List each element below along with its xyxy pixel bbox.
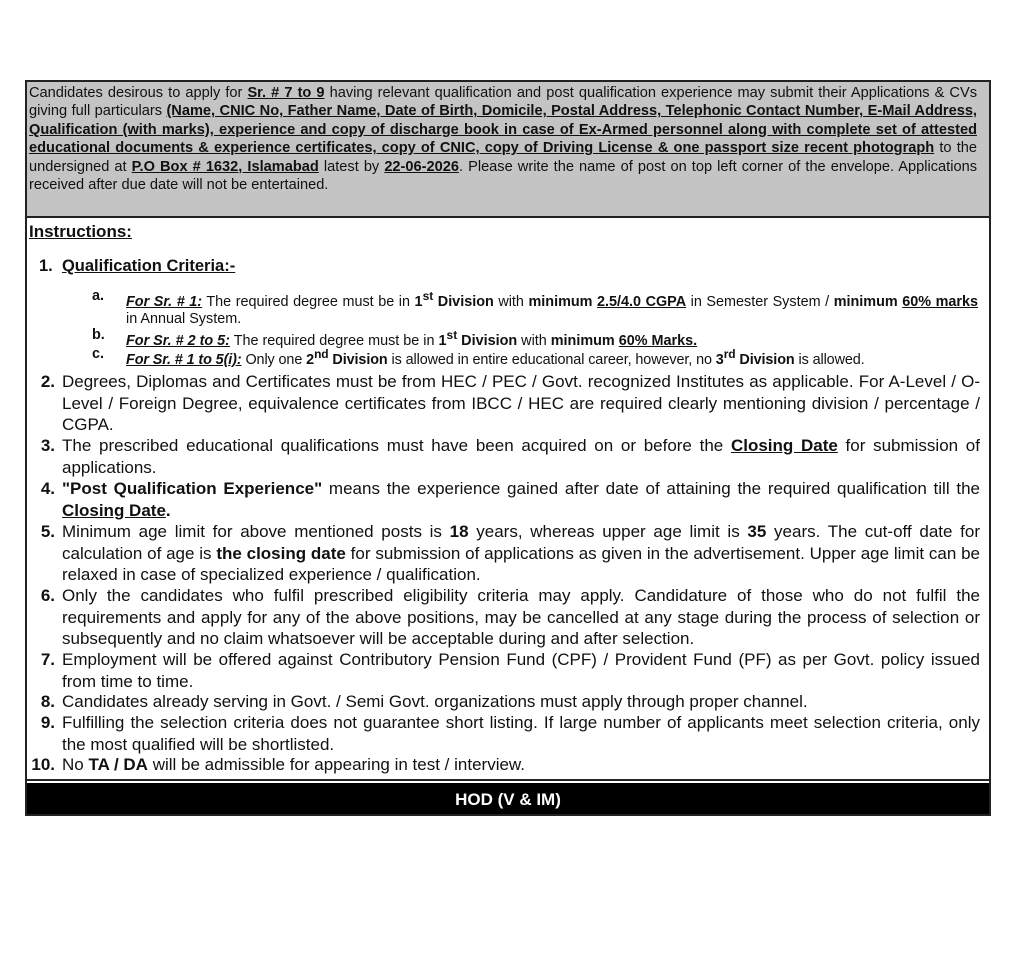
- criteria-fragment: Only one: [241, 351, 307, 368]
- criteria-label: a.: [92, 288, 105, 304]
- closing-date: 22-06-2026: [384, 158, 459, 175]
- third-division: 3rd Division: [715, 347, 795, 368]
- instruction-8: [27, 691, 980, 713]
- item-number: 1.: [39, 257, 53, 275]
- serial-reference: For Sr. # 1:: [126, 293, 203, 310]
- minimum-marks: 60% Marks.: [618, 332, 698, 349]
- instruction-text: No TA / DA will be admissible for appearing in test / interview.: [62, 755, 525, 774]
- closing-date-term: Closing Date: [730, 436, 838, 455]
- instruction-9: [27, 712, 980, 755]
- criteria-fragment: with: [517, 332, 551, 349]
- criteria-fragment: is allowed in entire educational career, however, no: [387, 351, 716, 368]
- instruction-3: [27, 435, 980, 478]
- criteria-fragment: The required degree must be in: [229, 332, 439, 349]
- notice-text: Candidates desirous to apply for: [29, 85, 248, 101]
- postal-address: P.O Box # 1632, Islamabad: [131, 158, 319, 175]
- instruction-6: [27, 585, 980, 649]
- first-division: 1st Division: [414, 289, 494, 310]
- item-number: 2.: [40, 372, 55, 391]
- closing-date-term: Closing Date: [62, 500, 166, 520]
- criteria-fragment: in Semester System /: [686, 293, 834, 310]
- qualification-title: Qualification Criteria:-: [61, 257, 236, 275]
- notice-text: . Please write the name of post on top left corner of the envelope. Applications received after due date will not be entertained.: [29, 158, 977, 194]
- instruction-text: Only the candidates who fulfil prescribed eligibility criteria may apply. Candidature of those who do not fulfil the requirements and apply for any of the above positions, may be cancelled at any stage during the process of selection or subsequently and no claim whatsoever will be acceptable during and after selection.: [62, 586, 980, 648]
- serial-reference: For Sr. # 2 to 5:: [126, 332, 230, 349]
- first-division: 1st Division: [438, 328, 518, 349]
- item-number: 5.: [40, 522, 55, 541]
- minimum-label: minimum: [833, 293, 903, 310]
- minimum-cgpa: 2.5/4.0 CGPA: [597, 293, 687, 310]
- criteria-fragment: The required degree must be in: [202, 293, 415, 310]
- serial-reference: For Sr. # 1 to 5(i):: [126, 351, 242, 368]
- signatory-footer: HOD (V & IM): [27, 783, 989, 814]
- minimum-marks: 60% marks: [902, 293, 978, 310]
- minimum-age: 18: [449, 522, 469, 541]
- item-number: 7.: [40, 650, 55, 669]
- minimum-label: minimum: [528, 293, 598, 310]
- advertisement-sheet: [25, 80, 991, 816]
- instruction-text: Employment will be offered against Contributory Pension Fund (CPF) / Provident Fund (PF) as per Govt. policy issued from time to time.: [62, 650, 980, 691]
- instruction-text: Degrees, Diplomas and Certificates must be from HEC / PEC / Govt. recognized Institutes as applicable. For A-Level / O-Level / Foreign Degree, equivalence certificates from IBCC / HEC are required clearly mentioning division / percentage / CGPA.: [62, 372, 980, 434]
- criteria-fragment: is allowed.: [794, 351, 865, 368]
- item-number: 3.: [40, 436, 55, 455]
- instruction-text: Candidates already serving in Govt. / Semi Govt. organizations must apply through proper channel.: [62, 692, 808, 711]
- instruction-4: [27, 478, 980, 521]
- instruction-10: [27, 754, 980, 776]
- item-number: 9.: [40, 713, 55, 732]
- criteria-c: [92, 346, 978, 368]
- notice-text: having relevant qualification and post qualification experience may submit their Applications & CVs giving full particulars: [29, 85, 977, 120]
- instruction-7: [27, 649, 980, 692]
- second-division: 2nd Division: [306, 347, 388, 368]
- instruction-text: Fulfilling the selection criteria does not guarantee short listing. If large number of applicants meet selection criteria, only the most qualified will be shortlisted.: [62, 713, 980, 754]
- maximum-age: 35: [747, 522, 767, 541]
- criteria-fragment: with: [493, 293, 529, 310]
- instruction-text: Minimum age limit for above mentioned posts is 18 years, whereas upper age limit is 35 years. The cut-off date for calculation of age is the closing date for submission of applications as given in the advertisement. Upper age limit can be relaxed in case of specialized experience / qualification.: [62, 522, 981, 584]
- criteria-label: b.: [92, 327, 105, 343]
- closing-date-term: the closing date: [216, 543, 346, 563]
- item-number: 10.: [31, 755, 55, 774]
- defined-term: "Post Qualification Experience": [62, 479, 323, 498]
- divider: [27, 779, 989, 781]
- notice-text: latest by: [318, 158, 385, 175]
- notice-text: to the undersigned at: [29, 140, 977, 175]
- minimum-label: minimum: [550, 332, 619, 349]
- qualification-heading: [39, 257, 235, 276]
- instructions-heading: Instructions:: [29, 222, 132, 241]
- instruction-2: [27, 371, 980, 435]
- instruction-text: "Post Qualification Experience" means the experience gained after date of attaining the required qualification till the Closing Date.: [62, 479, 980, 520]
- application-notice: [27, 82, 989, 218]
- item-number: 4.: [40, 479, 55, 498]
- criteria-label: c.: [92, 346, 105, 362]
- item-number: 8.: [40, 692, 55, 711]
- criteria-fragment: in Annual System.: [126, 311, 242, 328]
- criteria-a: [92, 288, 978, 328]
- ta-da-term: TA / DA: [88, 755, 148, 774]
- required-particulars: (Name, CNIC No, Father Name, Date of Birth, Domicile, Postal Address, Telephonic Contact Number, E-Mail Address, Qualification (with marks), experience and copy of discharge book in case of Ex-Armed personnel along with complete set of attested educational documents & experience certificates, copy of CNIC, copy of Driving License & one passport size recent photograph: [29, 103, 977, 157]
- criteria-text: [126, 346, 978, 369]
- instruction-5: [27, 521, 980, 585]
- criteria-text: [126, 288, 978, 329]
- criteria-b: [92, 327, 978, 349]
- serial-reference: Sr. # 7 to 9: [247, 85, 325, 101]
- item-number: 6.: [40, 586, 55, 605]
- instruction-text: The prescribed educational qualifications must have been acquired on or before the Closing Date for submission of applications.: [62, 436, 980, 477]
